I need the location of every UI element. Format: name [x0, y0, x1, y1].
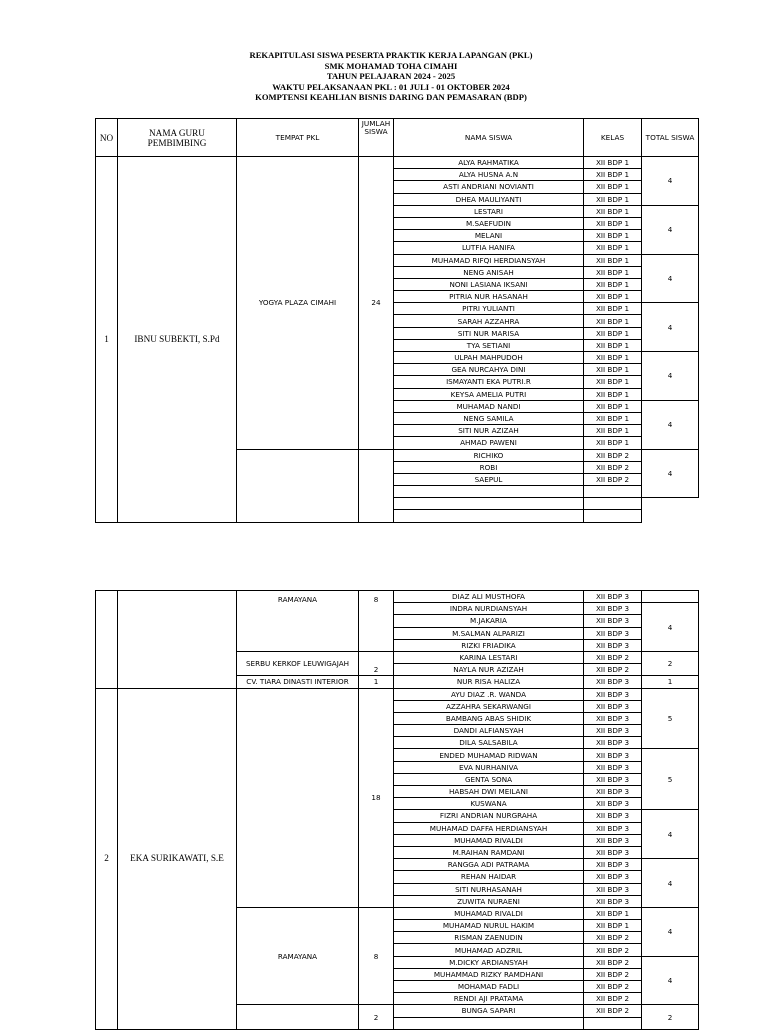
student-class: XII BDP 2 — [584, 981, 642, 993]
student-name: MUHAMMAD RIZKY RAMDHANI — [394, 968, 584, 980]
student-name: M.SAEFUDIN — [394, 217, 584, 229]
student-name: DHEA MAULIYANTI — [394, 193, 584, 205]
student-class: XII BDP 3 — [584, 822, 642, 834]
student-class: XII BDP 2 — [584, 664, 642, 676]
student-class: XII BDP 2 — [584, 473, 642, 485]
recap-table-1 — [95, 118, 699, 523]
jumlah-siswa: 8 — [359, 591, 394, 652]
student-class: XII BDP 1 — [584, 352, 642, 364]
jumlah-siswa: 24 — [359, 157, 394, 450]
student-name — [394, 1017, 584, 1029]
student-class: XII BDP 3 — [584, 859, 642, 871]
student-name: PITRIA NUR HASANAH — [394, 291, 584, 303]
student-name: MUHAMAD RIVALDI — [394, 834, 584, 846]
group-total: 4 — [642, 400, 699, 449]
student-class: XII BDP 3 — [584, 700, 642, 712]
student-class: XII BDP 1 — [584, 193, 642, 205]
student-name: RENDI AJI PRATAMA — [394, 993, 584, 1005]
heading-line-3: TAHUN PELAJARAN 2024 - 2025 — [326, 71, 456, 82]
col-guru — [118, 119, 237, 157]
jumlah-siswa: 18 — [359, 688, 394, 907]
student-class: XII BDP 3 — [584, 712, 642, 724]
group-total: 2 — [642, 651, 699, 675]
student-name: SITI NURHASANAH — [394, 883, 584, 895]
guru-name: IBNU SUBEKTI, S.Pd — [118, 157, 237, 523]
student-class: XII BDP 3 — [584, 603, 642, 615]
group-total: 4 — [642, 254, 699, 303]
student-class: XII BDP 3 — [584, 883, 642, 895]
student-name: TYA SETIANI — [394, 339, 584, 351]
student-name: ISMAYANTI EKA PUTRI.R — [394, 376, 584, 388]
col-jumlah — [359, 119, 394, 157]
student-class — [584, 510, 642, 522]
student-name: MUHAMAD DAFFA HERDIANSYAH — [394, 822, 584, 834]
student-name: AHMAD PAWENI — [394, 437, 584, 449]
student-name: AYU DIAZ .R. WANDA — [394, 688, 584, 700]
student-name: PITRI YULIANTI — [394, 303, 584, 315]
student-class: XII BDP 3 — [584, 773, 642, 785]
col-jumlah-line1: JUMLAH — [361, 119, 391, 128]
student-name: MELANI — [394, 230, 584, 242]
tempat-pkl: CV. TIARA DINASTI INTERIOR — [237, 676, 359, 688]
student-name: SARAH AZZAHRA — [394, 315, 584, 327]
student-name: ZUWITA NURAENI — [394, 895, 584, 907]
student-class: XII BDP 1 — [584, 425, 642, 437]
tempat-pkl — [237, 449, 359, 522]
student-name: MUHAMAD ADZRIL — [394, 944, 584, 956]
jumlah-siswa — [359, 449, 394, 522]
table-page-1 — [95, 118, 695, 485]
heading-line-2: SMK MOHAMAD TOHA CIMAHI — [324, 60, 458, 71]
group-total: 5 — [642, 749, 699, 810]
student-name: SITI NUR MARISA — [394, 327, 584, 339]
col-guru-line1: NAMA GURU — [149, 127, 205, 138]
heading-line-5: KOMPTENSI KEAHLIAN BISNIS DARING DAN PEMASARAN (BDP) — [255, 92, 527, 103]
student-class: XII BDP 1 — [584, 266, 642, 278]
student-name — [394, 498, 584, 510]
student-class: XII BDP 1 — [584, 217, 642, 229]
group-total: 4 — [642, 907, 699, 956]
student-class: XII BDP 3 — [584, 895, 642, 907]
student-name: M.JAKARIA — [394, 615, 584, 627]
student-name: EVA NURHANIVA — [394, 761, 584, 773]
student-name: SAEPUL — [394, 473, 584, 485]
group-total: 4 — [642, 956, 699, 1005]
tempat-pkl: RAMAYANA — [237, 591, 359, 652]
student-class: XII BDP 3 — [584, 761, 642, 773]
col-tempat: TEMPAT PKL — [237, 119, 359, 157]
student-class: XII BDP 2 — [584, 993, 642, 1005]
col-jumlah-line2: SISWA — [364, 127, 388, 136]
document-heading — [95, 50, 687, 103]
student-class: XII BDP 1 — [584, 169, 642, 181]
tempat-pkl — [237, 688, 359, 907]
student-name: ASTI ANDRIANI NOVIANTI — [394, 181, 584, 193]
student-name: ALYA RAHMATIKA — [394, 157, 584, 169]
group-total: 4 — [642, 157, 699, 206]
student-class: XII BDP 1 — [584, 376, 642, 388]
col-kelas: KELAS — [584, 119, 642, 157]
student-name: KARINA LESTARI — [394, 651, 584, 663]
student-class: XII BDP 3 — [584, 615, 642, 627]
row-no: 2 — [96, 688, 118, 1029]
student-class: XII BDP 1 — [584, 388, 642, 400]
student-name: NAYLA NUR AZIZAH — [394, 664, 584, 676]
student-class: XII BDP 3 — [584, 846, 642, 858]
tempat-pkl: YOGYA PLAZA CIMAHI — [237, 157, 359, 450]
student-class: XII BDP 1 — [584, 339, 642, 351]
student-name: DILA SALSABILA — [394, 737, 584, 749]
student-name: GEA NURCAHYA DINI — [394, 364, 584, 376]
student-class: XII BDP 3 — [584, 639, 642, 651]
student-name: M.DICKY ARDIANSYAH — [394, 956, 584, 968]
student-name: ENDED MUHAMAD RIDWAN — [394, 749, 584, 761]
group-total: 4 — [642, 859, 699, 908]
row-no: 1 — [96, 157, 118, 523]
student-class: XII BDP 1 — [584, 242, 642, 254]
student-class: XII BDP 2 — [584, 956, 642, 968]
student-class: XII BDP 1 — [584, 437, 642, 449]
student-class: XII BDP 1 — [584, 303, 642, 315]
student-class: XII BDP 1 — [584, 364, 642, 376]
student-class: XII BDP 1 — [584, 315, 642, 327]
student-class: XII BDP 1 — [584, 181, 642, 193]
table-page-2 — [95, 592, 673, 1024]
table-row — [96, 591, 699, 603]
student-name: ALYA HUSNA A.N — [394, 169, 584, 181]
student-name: NUR RISA HALIZA — [394, 676, 584, 688]
jumlah-siswa: 1 — [359, 676, 394, 688]
student-class: XII BDP 3 — [584, 798, 642, 810]
student-class: XII BDP 3 — [584, 688, 642, 700]
student-class: XII BDP 1 — [584, 400, 642, 412]
student-name: HABSAH DWI MEILANI — [394, 786, 584, 798]
student-name: BUNGA SAPARI — [394, 1005, 584, 1017]
student-name: SITI NUR AZIZAH — [394, 425, 584, 437]
student-class: XII BDP 3 — [584, 627, 642, 639]
col-total: TOTAL SISWA — [642, 119, 699, 157]
group-total: 4 — [642, 449, 699, 498]
student-class: XII BDP 2 — [584, 968, 642, 980]
group-total: 4 — [642, 205, 699, 254]
recap-table-2 — [95, 590, 699, 1030]
student-name — [394, 486, 584, 498]
student-name: LUTFIA HANIFA — [394, 242, 584, 254]
student-class: XII BDP 3 — [584, 591, 642, 603]
student-class — [584, 486, 642, 498]
student-name: MUHAMAD RIVALDI — [394, 907, 584, 919]
student-class — [584, 1017, 642, 1029]
student-class: XII BDP 1 — [584, 254, 642, 266]
jumlah-siswa: 2 — [359, 1005, 394, 1029]
student-class: XII BDP 1 — [584, 278, 642, 290]
student-class: XII BDP 1 — [584, 920, 642, 932]
student-class: XII BDP 2 — [584, 1005, 642, 1017]
student-class: XII BDP 1 — [584, 157, 642, 169]
student-name: RICHIKO — [394, 449, 584, 461]
student-name: NENG SAMILA — [394, 412, 584, 424]
student-class: XII BDP 2 — [584, 944, 642, 956]
student-class: XII BDP 2 — [584, 651, 642, 663]
student-name: ROBI — [394, 461, 584, 473]
student-class: XII BDP 3 — [584, 834, 642, 846]
heading-line-4: WAKTU PELAKSANAAN PKL : 01 JULI - 01 OKTOBER 2024 — [272, 81, 510, 92]
student-class: XII BDP 3 — [584, 786, 642, 798]
student-class: XII BDP 3 — [584, 749, 642, 761]
group-total: 5 — [642, 688, 699, 749]
student-name: NENG ANISAH — [394, 266, 584, 278]
student-class: XII BDP 3 — [584, 676, 642, 688]
tempat-pkl — [237, 1005, 359, 1029]
group-total: 4 — [642, 603, 699, 652]
student-class: XII BDP 1 — [584, 412, 642, 424]
group-total: 4 — [642, 303, 699, 352]
student-name: ULPAH MAHPUDOH — [394, 352, 584, 364]
student-name: LESTARI — [394, 205, 584, 217]
tempat-pkl: SERBU KERKOF LEUWIGAJAH — [237, 651, 359, 675]
student-name: MUHAMAD NURUL HAKIM — [394, 920, 584, 932]
student-name: NONI LASIANA IKSANI — [394, 278, 584, 290]
student-class: XII BDP 3 — [584, 871, 642, 883]
student-class: XII BDP 3 — [584, 810, 642, 822]
student-name: BAMBANG ABAS SHIDIK — [394, 712, 584, 724]
student-name: DANDI ALFIANSYAH — [394, 725, 584, 737]
student-name: RANGGA ADI PATRAMA — [394, 859, 584, 871]
student-class: XII BDP 2 — [584, 461, 642, 473]
col-nama: NAMA SISWA — [394, 119, 584, 157]
student-name: GENTA SONA — [394, 773, 584, 785]
student-name: RISMAN ZAENUDIN — [394, 932, 584, 944]
student-name: MUHAMAD NANDI — [394, 400, 584, 412]
table-header-row — [96, 119, 699, 157]
guru-name: EKA SURIKAWATI, S.E — [118, 688, 237, 1029]
student-class: XII BDP 1 — [584, 327, 642, 339]
student-name: RIZKI FRIADIKA — [394, 639, 584, 651]
student-name — [394, 510, 584, 522]
table-row — [96, 157, 699, 169]
group-total: 1 — [642, 676, 699, 688]
group-total: 4 — [642, 810, 699, 859]
jumlah-siswa: 2 — [359, 651, 394, 675]
student-name: M.RAIHAN RAMDANI — [394, 846, 584, 858]
student-class: XII BDP 1 — [584, 205, 642, 217]
student-class: XII BDP 1 — [584, 291, 642, 303]
student-name: FIZRI ANDRIAN NURGRAHA — [394, 810, 584, 822]
student-name: DIAZ ALI MUSTHOFA — [394, 591, 584, 603]
student-name: KUSWANA — [394, 798, 584, 810]
col-guru-line2: PEMBIMBING — [147, 137, 207, 148]
student-name: M.SALMAN ALPARIZI — [394, 627, 584, 639]
tempat-pkl: RAMAYANA — [237, 907, 359, 1005]
student-class: XII BDP 2 — [584, 449, 642, 461]
student-name: KEYSA AMELIA PUTRI — [394, 388, 584, 400]
student-name: INDRA NURDIANSYAH — [394, 603, 584, 615]
student-class: XII BDP 1 — [584, 907, 642, 919]
row-no — [96, 591, 118, 689]
group-total — [642, 591, 699, 603]
student-class: XII BDP 2 — [584, 932, 642, 944]
student-name: REHAN HAIDAR — [394, 871, 584, 883]
student-name: MUHAMAD RIFQI HERDIANSYAH — [394, 254, 584, 266]
student-name: MOHAMAD FADLI — [394, 981, 584, 993]
student-class — [584, 498, 642, 510]
student-class: XII BDP 1 — [584, 230, 642, 242]
jumlah-siswa: 8 — [359, 907, 394, 1005]
heading-line-1: REKAPITULASI SISWA PESERTA PRAKTIK KERJA LAPANGAN (PKL) — [249, 50, 533, 60]
col-no: NO — [96, 119, 118, 157]
group-total: 2 — [642, 1005, 699, 1029]
student-name: AZZAHRA SEKARWANGI — [394, 700, 584, 712]
table-row — [96, 688, 699, 700]
student-class: XII BDP 3 — [584, 725, 642, 737]
group-total: 4 — [642, 352, 699, 401]
guru-name — [118, 591, 237, 689]
student-class: XII BDP 3 — [584, 737, 642, 749]
